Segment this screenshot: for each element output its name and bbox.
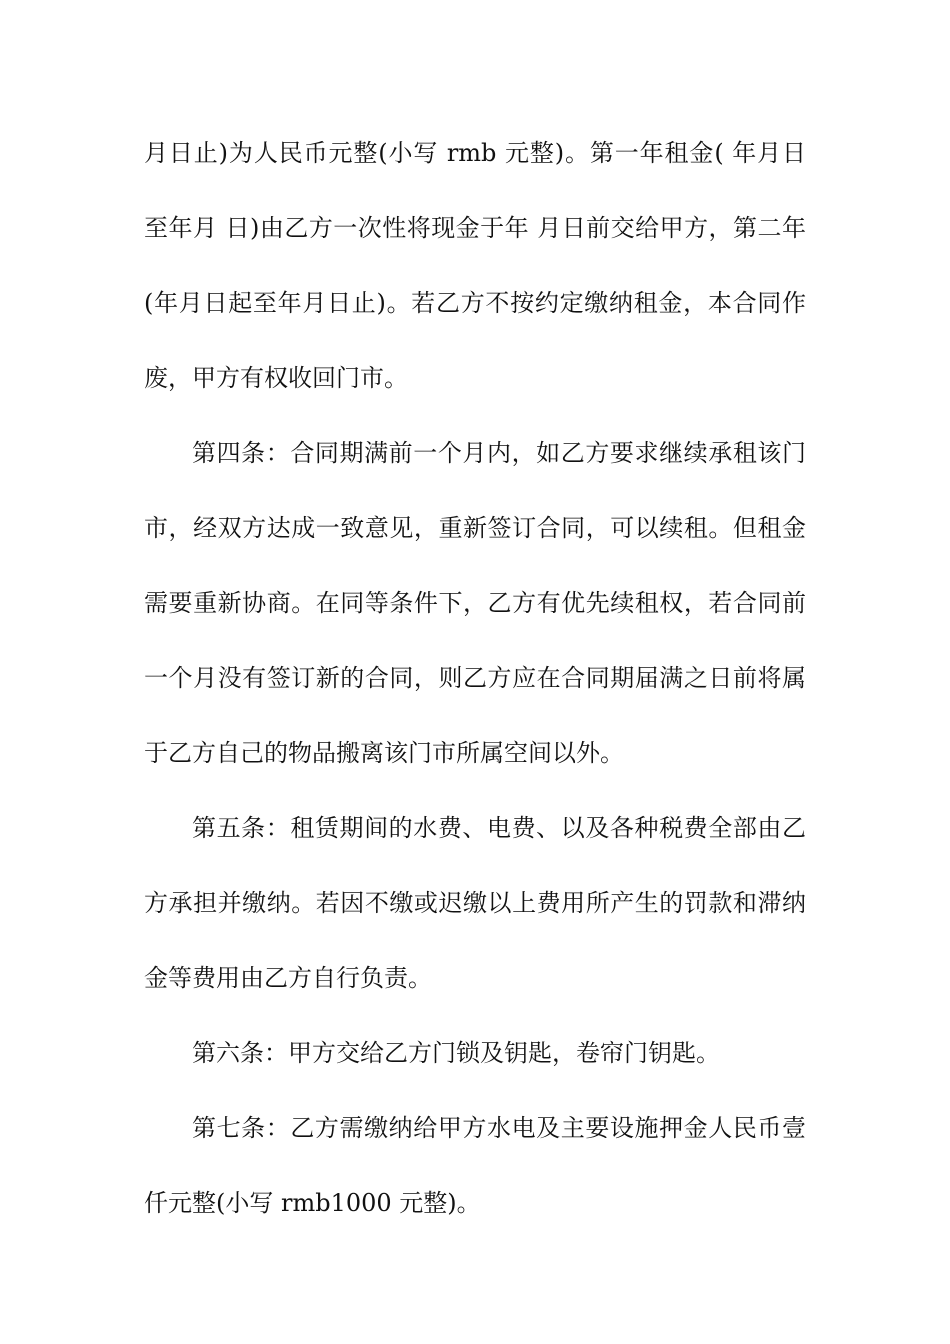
article-4-line-5: 于乙方自己的物品搬离该门市所属空间以外。 bbox=[144, 739, 624, 767]
text-line-2: 至年月 日)由乙方一次性将现金于年 月日前交给甲方，第二年 bbox=[144, 214, 806, 242]
article-4-line-2: 市，经双方达成一致意见，重新签订合同，可以续租。但租金 bbox=[144, 514, 806, 542]
article-4-line-4: 一个月没有签订新的合同，则乙方应在合同期届满之日前将属 bbox=[144, 664, 806, 692]
text-line-4: 废，甲方有权收回门市。 bbox=[144, 364, 408, 392]
text-line-1: 月日止)为人民币元整(小写 rmb 元整)。第一年租金( 年月日 bbox=[144, 139, 806, 167]
article-6-line-1: 第六条：甲方交给乙方门锁及钥匙，卷帘门钥匙。 bbox=[192, 1039, 720, 1067]
article-5-line-1: 第五条：租赁期间的水费、电费、以及各种税费全部由乙 bbox=[192, 814, 806, 842]
article-7-line-1: 第七条：乙方需缴纳给甲方水电及主要设施押金人民币壹 bbox=[192, 1114, 806, 1142]
article-5-line-3: 金等费用由乙方自行负责。 bbox=[144, 964, 432, 992]
article-4-line-3: 需要重新协商。在同等条件下，乙方有优先续租权，若合同前 bbox=[144, 589, 806, 617]
article-5-line-2: 方承担并缴纳。若因不缴或迟缴以上费用所产生的罚款和滞纳 bbox=[144, 889, 806, 917]
text-line-3: (年月日起至年月日止)。若乙方不按约定缴纳租金，本合同作 bbox=[144, 289, 806, 317]
article-4-line-1: 第四条：合同期满前一个月内，如乙方要求继续承租该门 bbox=[192, 439, 806, 467]
article-7-line-2: 仟元整(小写 rmb1000 元整)。 bbox=[144, 1189, 481, 1217]
